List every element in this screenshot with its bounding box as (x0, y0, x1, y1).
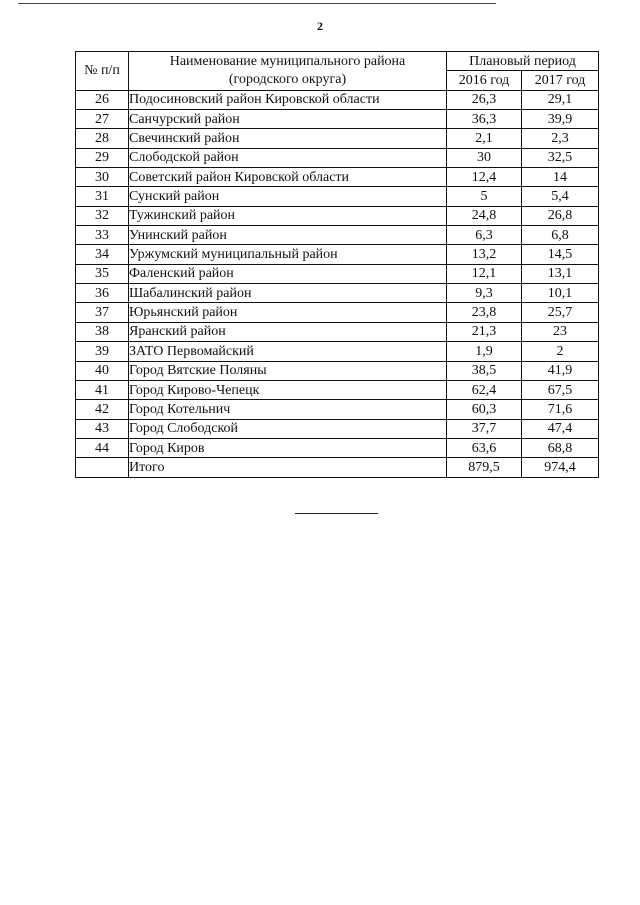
district-name: Город Киров (129, 438, 447, 457)
header-year-2017: 2017 год (522, 71, 599, 90)
table-row (76, 206, 599, 225)
table-row (76, 110, 599, 129)
value-2017: 5,4 (522, 187, 599, 206)
district-name: Советский район Кировской области (129, 168, 447, 187)
row-number: 28 (76, 129, 129, 148)
table-row (76, 342, 599, 361)
value-2017: 25,7 (522, 303, 599, 322)
table-row (76, 380, 599, 399)
value-2016: 36,3 (447, 110, 522, 129)
district-name: Свечинский район (129, 129, 447, 148)
district-name: Город Слободской (129, 419, 447, 438)
value-2017: 67,5 (522, 380, 599, 399)
district-name: Подосиновский район Кировской области (129, 90, 447, 109)
district-name: Тужинский район (129, 206, 447, 225)
row-number: 26 (76, 90, 129, 109)
value-2016: 12,4 (447, 168, 522, 187)
row-number: 37 (76, 303, 129, 322)
table-row (76, 245, 599, 264)
table-row (76, 400, 599, 419)
district-name: Город Котельнич (129, 400, 447, 419)
table-row (76, 226, 599, 245)
value-2016: 21,3 (447, 322, 522, 341)
header-year-2016: 2016 год (447, 71, 522, 90)
district-name: Шабалинский район (129, 284, 447, 303)
value-2016: 30 (447, 148, 522, 167)
row-number: 32 (76, 206, 129, 225)
value-2017: 6,8 (522, 226, 599, 245)
page-number: 2 (317, 19, 323, 33)
budget-table (75, 51, 599, 478)
value-2017: 71,6 (522, 400, 599, 419)
value-2017: 14,5 (522, 245, 599, 264)
table-row (76, 168, 599, 187)
end-divider (295, 513, 378, 514)
value-2016: 63,6 (447, 438, 522, 457)
top-divider (18, 3, 496, 4)
value-2017: 2,3 (522, 129, 599, 148)
row-number: 31 (76, 187, 129, 206)
table-row (76, 187, 599, 206)
total-label: Итого (129, 458, 447, 477)
row-number: 43 (76, 419, 129, 438)
value-2016: 23,8 (447, 303, 522, 322)
row-number: 38 (76, 322, 129, 341)
table-row (76, 303, 599, 322)
total-2016: 879,5 (447, 458, 522, 477)
row-number: 33 (76, 226, 129, 245)
district-name: Слободской район (129, 148, 447, 167)
value-2017: 47,4 (522, 419, 599, 438)
total-2017: 974,4 (522, 458, 599, 477)
value-2017: 23 (522, 322, 599, 341)
value-2016: 24,8 (447, 206, 522, 225)
row-number: 36 (76, 284, 129, 303)
district-name: Город Кирово-Чепецк (129, 380, 447, 399)
row-number: 42 (76, 400, 129, 419)
value-2016: 38,5 (447, 361, 522, 380)
value-2017: 29,1 (522, 90, 599, 109)
value-2016: 12,1 (447, 264, 522, 283)
header-district-name (129, 52, 447, 91)
value-2016: 26,3 (447, 90, 522, 109)
table-row (76, 322, 599, 341)
value-2016: 2,1 (447, 129, 522, 148)
table-row (76, 264, 599, 283)
value-2016: 6,3 (447, 226, 522, 245)
value-2017: 68,8 (522, 438, 599, 457)
total-number (76, 458, 129, 477)
value-2016: 37,7 (447, 419, 522, 438)
district-name: Сунский район (129, 187, 447, 206)
value-2017: 2 (522, 342, 599, 361)
row-number: 29 (76, 148, 129, 167)
value-2016: 13,2 (447, 245, 522, 264)
table-header-row (76, 52, 599, 71)
row-number: 27 (76, 110, 129, 129)
value-2016: 9,3 (447, 284, 522, 303)
row-number: 40 (76, 361, 129, 380)
district-name: Юрьянский район (129, 303, 447, 322)
table-row (76, 90, 599, 109)
header-district-name-line1: Наименование муниципального района (169, 53, 406, 69)
row-number: 34 (76, 245, 129, 264)
district-name: Яранский район (129, 322, 447, 341)
row-number: 41 (76, 380, 129, 399)
table-row (76, 361, 599, 380)
table-body (76, 90, 599, 477)
value-2017: 10,1 (522, 284, 599, 303)
value-2017: 32,5 (522, 148, 599, 167)
row-number: 44 (76, 438, 129, 457)
header-number: № п/п (76, 52, 129, 91)
table-row (76, 284, 599, 303)
table-row (76, 129, 599, 148)
value-2016: 60,3 (447, 400, 522, 419)
row-number: 39 (76, 342, 129, 361)
header-district-name-line2: (городского округа) (228, 71, 347, 87)
district-name: Город Вятские Поляны (129, 361, 447, 380)
district-name: Санчурский район (129, 110, 447, 129)
table-row (76, 148, 599, 167)
total-row (76, 458, 599, 477)
table-row (76, 438, 599, 457)
district-name: ЗАТО Первомайский (129, 342, 447, 361)
value-2017: 39,9 (522, 110, 599, 129)
value-2017: 13,1 (522, 264, 599, 283)
table-row (76, 419, 599, 438)
value-2017: 14 (522, 168, 599, 187)
value-2016: 1,9 (447, 342, 522, 361)
district-name: Уржумский муниципальный район (129, 245, 447, 264)
header-planning-period: Плановый период (447, 52, 599, 71)
value-2016: 62,4 (447, 380, 522, 399)
row-number: 30 (76, 168, 129, 187)
value-2016: 5 (447, 187, 522, 206)
district-name: Фаленский район (129, 264, 447, 283)
value-2017: 26,8 (522, 206, 599, 225)
value-2017: 41,9 (522, 361, 599, 380)
row-number: 35 (76, 264, 129, 283)
district-name: Унинский район (129, 226, 447, 245)
